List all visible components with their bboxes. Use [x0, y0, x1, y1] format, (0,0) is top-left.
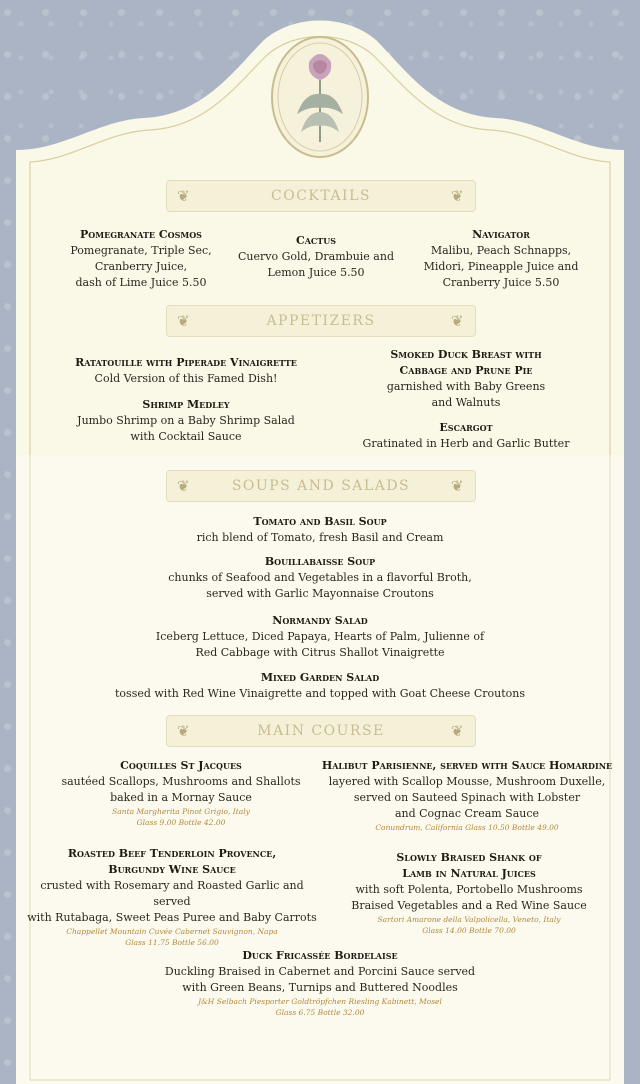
item-name: Burgundy Wine Sauce [108, 863, 236, 876]
item-description: Jumbo Shrimp on a Baby Shrimp Salad [77, 414, 295, 427]
flourish-left-icon: ❦ [177, 722, 192, 740]
menu-item [36, 355, 336, 387]
item-name: Tomato and Basil Soup [253, 515, 387, 528]
menu-item [391, 227, 611, 291]
item-description: Cranberry Juice, [94, 260, 188, 273]
wine-pairing: J&H Selbach Piesporter Goldtröpfchen Riesling Kabinett, Mosel [198, 997, 442, 1006]
menu-item [36, 397, 336, 445]
section-title: APPETIZERS [266, 313, 376, 329]
item-description: Cold Version of this Famed Dish! [94, 372, 278, 385]
item-name: Halibut Parisienne, served with Sauce Homardine [321, 759, 613, 772]
item-description: Duckling Braised in Cabernet and Porcini Sauce served [164, 965, 476, 978]
item-name: Bouillabaisse Soup [264, 555, 376, 568]
menu-card [16, 0, 624, 1084]
wine-pairing: Conundrum, California Glass 10.50 Bottle 49.00 [375, 823, 559, 832]
wine-pairing: Glass 14.00 Bottle 70.00 [422, 926, 516, 935]
item-name: Slowly Braised Shank of [396, 851, 542, 864]
item-name: Lamb in Natural Juices [402, 867, 536, 880]
flourish-right-icon: ❦ [450, 312, 465, 330]
item-description: Malibu, Peach Schnapps, [430, 244, 572, 257]
menu-item [316, 758, 618, 833]
wine-pairing: Santa Margherita Pinot Grigio, Italy [112, 807, 250, 816]
flourish-right-icon: ❦ [450, 187, 465, 205]
item-description: tossed with Red Wine Vinaigrette and topped with Goat Cheese Croutons [115, 687, 525, 700]
item-description: Red Cabbage with Citrus Shallot Vinaigrette [195, 646, 445, 659]
item-description: layered with Scallop Mousse, Mushroom Duxelle, [328, 775, 606, 788]
section-title: COCKTAILS [271, 188, 371, 204]
item-description: Pomegranate, Triple Sec, [70, 244, 212, 257]
item-description: and Walnuts [431, 396, 501, 409]
item-description: with Green Beans, Turnips and Buttered Noodles [182, 981, 458, 994]
menu-item [36, 758, 326, 828]
menu-item [221, 233, 411, 281]
item-name: Cabbage and Prune Pie [399, 364, 533, 377]
section-main-course [166, 715, 476, 747]
menu-item [346, 347, 586, 411]
item-description: Gratinated in Herb and Garlic Butter [362, 437, 570, 450]
item-name: Roasted Beef Tenderloin Provence, [67, 847, 277, 860]
menu-item [36, 227, 246, 291]
item-description: Lemon Juice 5.50 [267, 266, 365, 279]
menu-item [126, 948, 514, 1018]
menu-item [46, 613, 594, 661]
item-name: Smoked Duck Breast with [390, 348, 542, 361]
wine-pairing: Glass 6.75 Bottle 32.00 [275, 1008, 365, 1017]
item-description: and Cognac Cream Sauce [394, 807, 540, 820]
item-name: Cactus [295, 234, 337, 247]
menu-item [22, 846, 322, 948]
item-description: rich blend of Tomato, fresh Basil and Cream [196, 531, 444, 544]
item-description: served with Garlic Mayonnaise Croutons [206, 587, 434, 600]
menu-item [336, 420, 596, 452]
item-name: Navigator [472, 228, 530, 241]
item-name: Escargot [439, 421, 493, 434]
item-name: Duck Fricassée Bordelaise [242, 949, 398, 962]
menu-item [56, 554, 584, 602]
item-name: Shrimp Medley [142, 398, 230, 411]
item-description: crusted with Rosemary and Roasted Garlic and served [40, 879, 304, 908]
wine-pairing: Chappellet Mountain Cuvée Cabernet Sauvignon, Napa [66, 927, 278, 936]
wine-pairing: Sartori Amarone della Valpolicella, Veneto, Italy [377, 915, 561, 924]
section-title: SOUPS AND SALADS [231, 478, 411, 494]
item-description: garnished with Baby Greens [386, 380, 546, 393]
menu-item [76, 514, 564, 546]
wine-pairing: Glass 9.00 Bottle 42.00 [136, 818, 226, 827]
section-title: MAIN COURSE [257, 723, 385, 739]
section-cocktails [166, 180, 476, 212]
flourish-right-icon: ❦ [450, 722, 465, 740]
item-description: Midori, Pineapple Juice and [423, 260, 579, 273]
item-description: Braised Vegetables and a Red Wine Sauce [351, 899, 587, 912]
item-name: Mixed Garden Salad [260, 671, 380, 684]
item-description: with Cocktail Sauce [130, 430, 242, 443]
menu-item [334, 850, 604, 936]
item-description: baked in a Mornay Sauce [110, 791, 252, 804]
section-appetizers [166, 305, 476, 337]
item-name: Ratatouille with Piperade Vinaigrette [75, 356, 297, 369]
flourish-left-icon: ❦ [177, 312, 192, 330]
item-name: Normandy Salad [272, 614, 368, 627]
item-description: served on Sauteed Spinach with Lobster [353, 791, 581, 804]
item-description: chunks of Seafood and Vegetables in a flavorful Broth, [168, 571, 472, 584]
item-description: dash of Lime Juice 5.50 [75, 276, 207, 289]
flourish-right-icon: ❦ [450, 477, 465, 495]
wine-pairing: Glass 11.75 Bottle 56.00 [125, 938, 219, 947]
flourish-left-icon: ❦ [177, 477, 192, 495]
menu-item [26, 670, 614, 702]
item-description: Cranberry Juice 5.50 [442, 276, 560, 289]
section-soups-salads [166, 470, 476, 502]
item-description: sautéed Scallops, Mushrooms and Shallots [61, 775, 301, 788]
item-name: Pomegranate Cosmos [80, 228, 202, 241]
item-description: with soft Polenta, Portobello Mushrooms [355, 883, 583, 896]
flourish-left-icon: ❦ [177, 187, 192, 205]
item-name: Coquilles St Jacques [120, 759, 242, 772]
item-description: Cuervo Gold, Drambuie and [238, 250, 394, 263]
item-description: Iceberg Lettuce, Diced Papaya, Hearts of Palm, Julienne of [155, 630, 485, 643]
item-description: with Rutabaga, Sweet Peas Puree and Baby Carrots [27, 911, 317, 924]
